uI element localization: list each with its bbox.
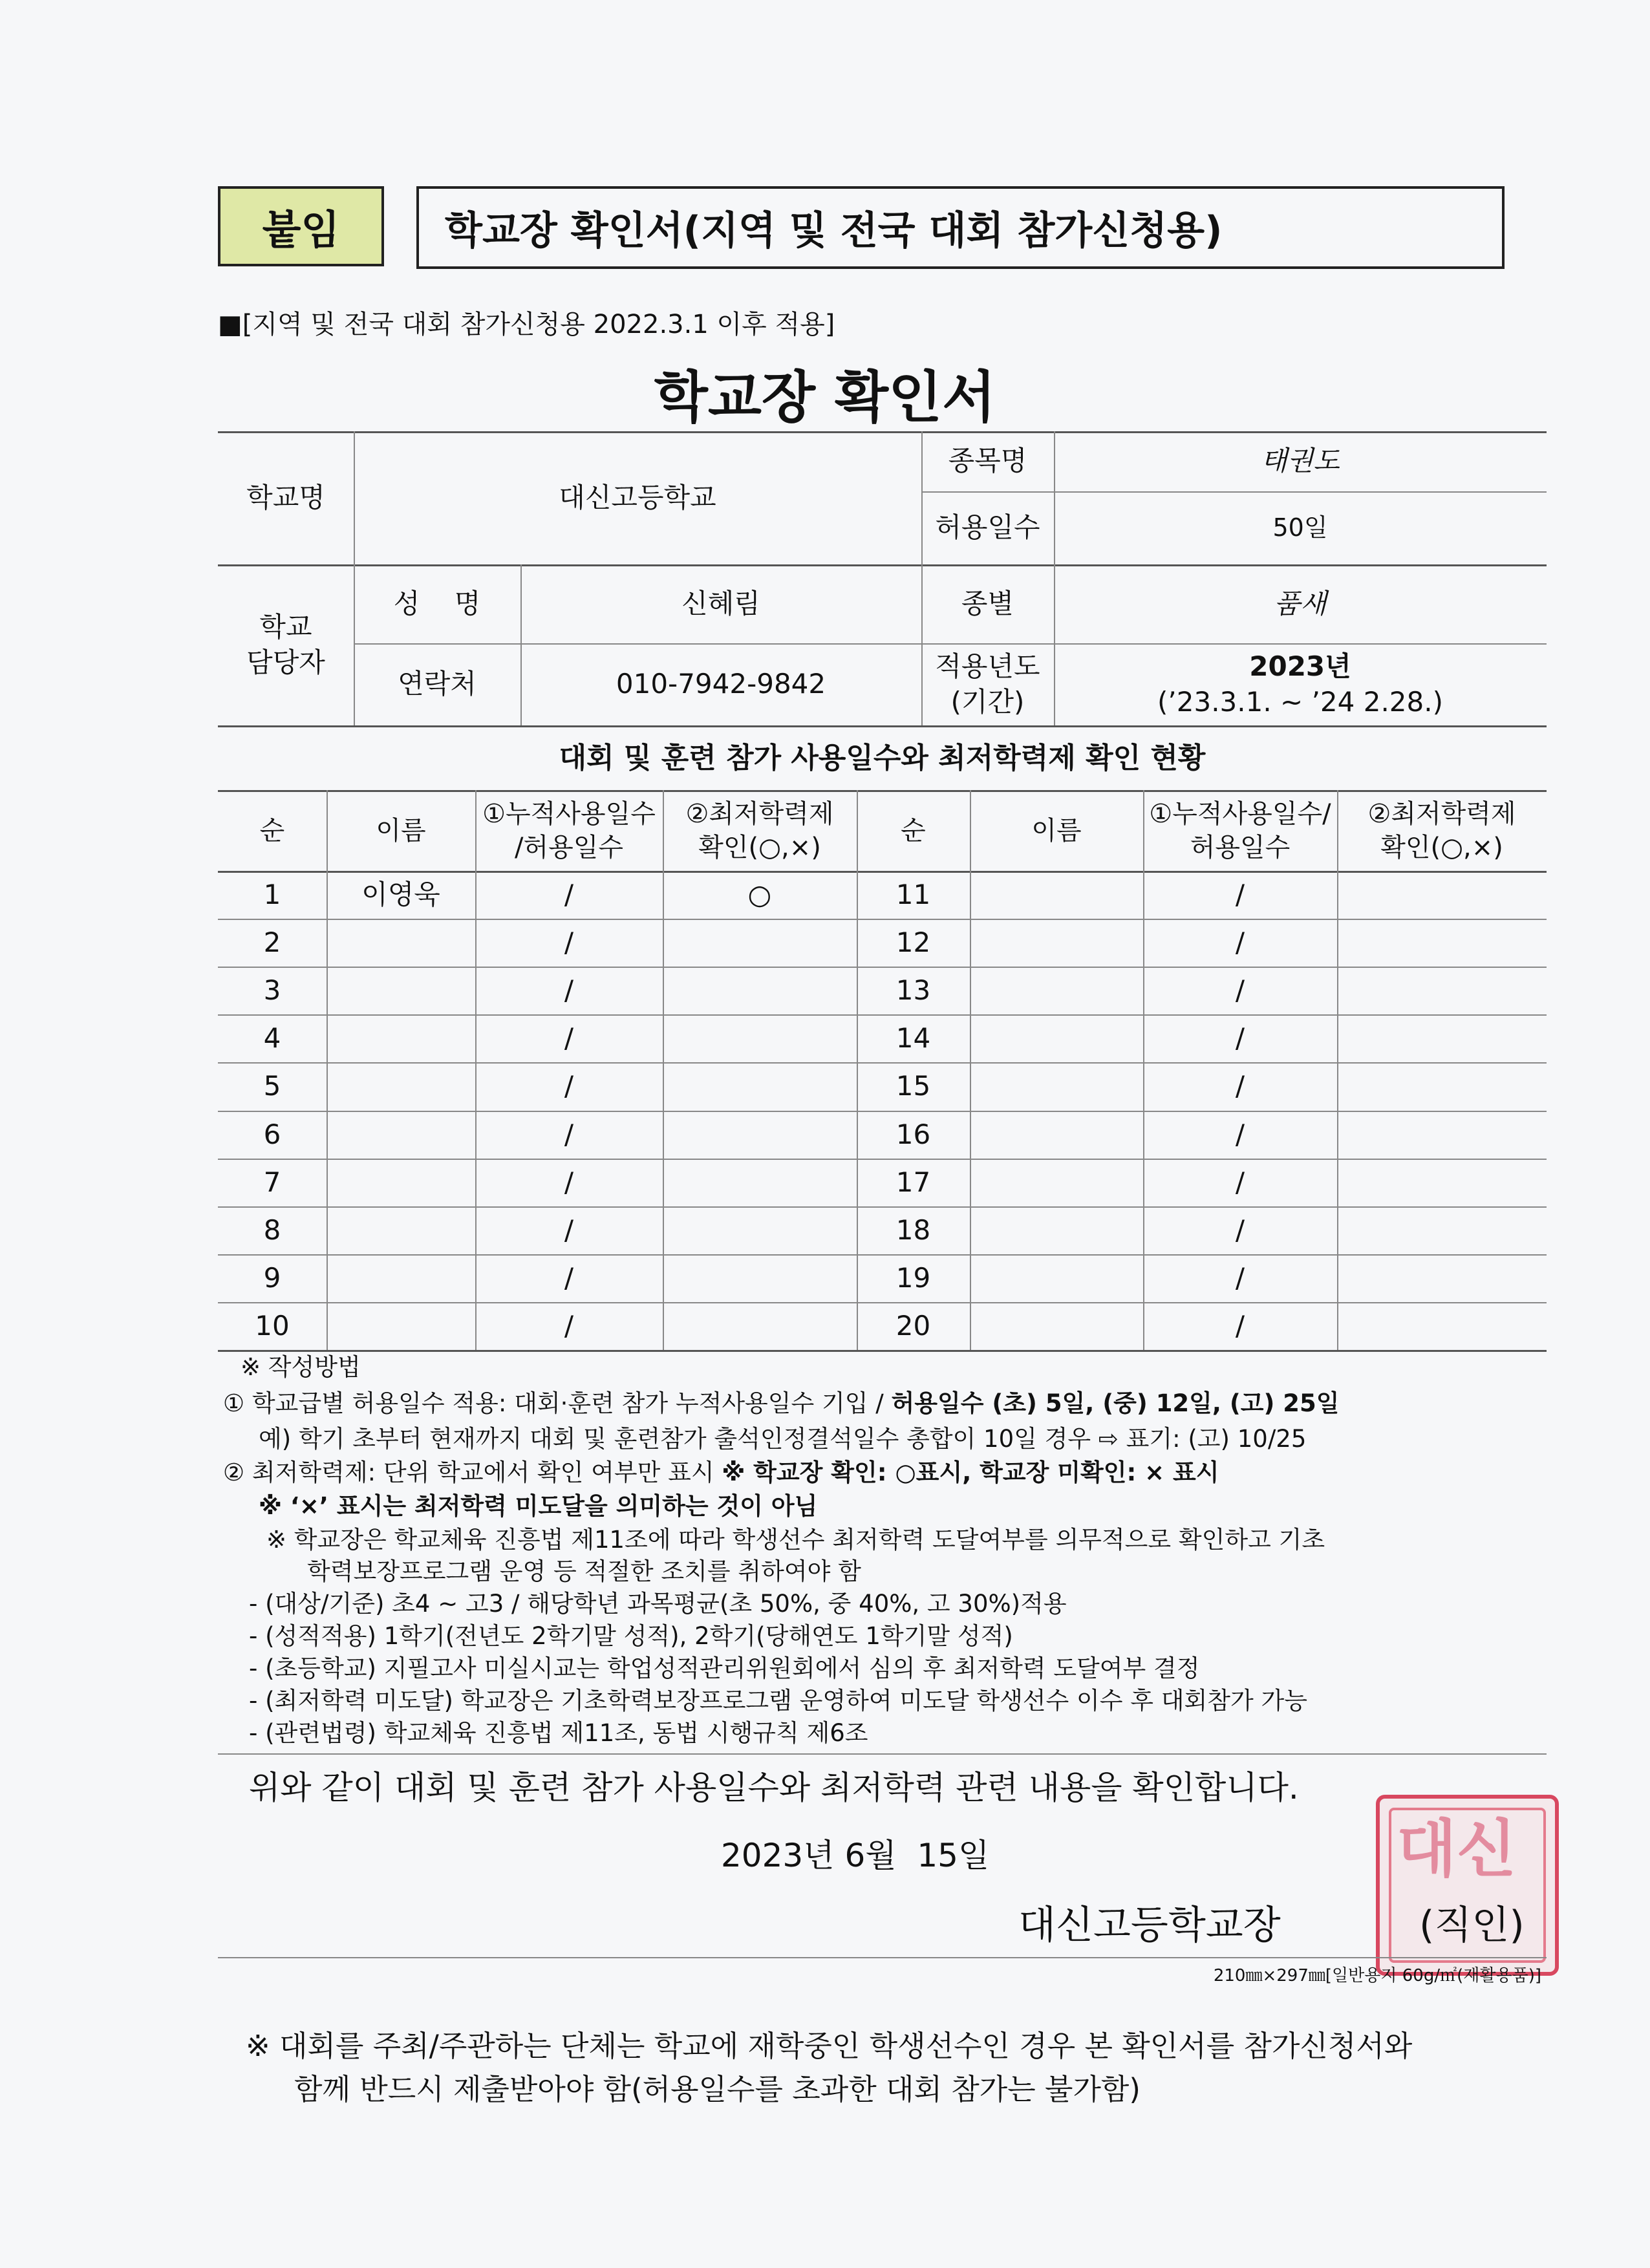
seal-label: (직인) xyxy=(1419,1903,1525,1948)
dash-5: - (관련법령) 학교체육 진흥법 제11조, 동법 시행규칙 제6조 xyxy=(249,1719,868,1747)
table-row-right-name xyxy=(970,871,1143,919)
instruction-item-2-text: ② 최저학력제: 단위 학교에서 확인 여부만 표시 xyxy=(223,1459,722,1486)
table-row-right-days: / xyxy=(1235,1118,1245,1150)
table-row-right-check xyxy=(1337,1014,1547,1062)
staff-name-value: 신혜림 xyxy=(681,587,760,619)
instruction-item-1-example: 예) 학기 초부터 현재까지 대회 및 훈련참가 출석인정결석일수 총합이 10일 경우 ⇨ 표기: (고) 10/25 xyxy=(259,1425,1307,1453)
table-row-right-name xyxy=(970,1254,1143,1302)
table-row-right-no: 12 xyxy=(895,926,931,958)
table-row-left-no: 6 xyxy=(263,1118,281,1150)
table-row-left-no: 5 xyxy=(263,1069,281,1102)
table-row-left-no: 1 xyxy=(263,878,281,910)
table-row-right-check xyxy=(1337,967,1547,1014)
contact-label: 연락처 xyxy=(398,668,477,700)
document-title: 학교장 확인서 xyxy=(654,365,996,430)
table-row-right-name xyxy=(970,967,1143,1014)
table-row-left-check xyxy=(663,1206,857,1254)
table-row-left-no: 4 xyxy=(263,1022,281,1054)
table-row-right-check xyxy=(1337,871,1547,919)
table-row-right-check xyxy=(1337,1302,1547,1350)
category-value: 품새 xyxy=(1274,587,1327,619)
year-label: 적용년도 (기간) xyxy=(935,650,1040,718)
table-row-left-name xyxy=(327,967,475,1014)
table-row-right-days: / xyxy=(1235,1069,1245,1102)
contact-value: 010-7942-9842 xyxy=(616,668,826,700)
table-row-right-days: / xyxy=(1235,878,1245,910)
table-row-left-days: / xyxy=(564,878,574,910)
footer-line-2: 함께 반드시 제출받아야 함(허용일수를 초과한 대회 참가는 불가함) xyxy=(294,2072,1141,2106)
table-row-left-name: 이영욱 xyxy=(361,878,440,910)
table-row-left-no: 7 xyxy=(263,1166,281,1198)
table-row-right-days: / xyxy=(1235,926,1245,958)
dash-1: - (대상/기준) 초4 ~ 고3 / 해당학년 과목평균(초 50%, 중 40%, 고 30%)적용 xyxy=(249,1590,1067,1618)
school-name-label: 학교명 xyxy=(246,481,325,513)
status-header-left-no: 순 xyxy=(259,815,285,846)
table-row-right-check xyxy=(1337,1062,1547,1110)
attachment-tag: 붙임 xyxy=(218,186,384,266)
apply-note: ■[지역 및 전국 대회 참가신청용 2022.3.1 이후 적용] xyxy=(218,310,835,339)
form-header-title: 학교장 확인서(지역 및 전국 대회 참가신청용) xyxy=(416,186,1505,269)
dash-4: - (최저학력 미도달) 학교장은 기초학력보장프로그램 운영하여 미도달 학생선수 이수 후 대회참가 가능 xyxy=(249,1687,1308,1715)
table-row-left-check: ○ xyxy=(747,878,772,910)
table-row-left-days: / xyxy=(564,1261,574,1294)
table-row-right-no: 15 xyxy=(895,1069,931,1102)
table-row-right-check xyxy=(1337,919,1547,967)
table-row-right-no: 18 xyxy=(895,1214,931,1246)
table-row-right-name xyxy=(970,1159,1143,1206)
table-row-right-check xyxy=(1337,1111,1547,1159)
table-row-left-name xyxy=(327,1111,475,1159)
table-row-left-name xyxy=(327,1206,475,1254)
school-name-value: 대신고등학교 xyxy=(559,481,716,513)
status-header-right-no: 순 xyxy=(901,815,926,846)
table-row-left-name xyxy=(327,1302,475,1350)
staff-name-label: 성 명 xyxy=(393,587,481,619)
year-value: 2023년 xyxy=(1249,650,1351,682)
table-row-left-days: / xyxy=(564,1069,574,1102)
instruction-item-1-text: ① 학교급별 허용일수 적용: 대회·훈련 참가 누적사용일수 기입 / xyxy=(223,1389,892,1417)
table-row-right-name xyxy=(970,1111,1143,1159)
table-row-left-no: 3 xyxy=(263,974,281,1006)
table-row-left-no: 8 xyxy=(263,1214,281,1246)
table-row-right-name xyxy=(970,919,1143,967)
paper-spec: 210㎜×297㎜[일반용지 60g/㎡(재활용품)] xyxy=(1213,1966,1541,1985)
table-row-left-days: / xyxy=(564,1309,574,1342)
status-header-right-name: 이름 xyxy=(1031,815,1082,846)
table-row-right-days: / xyxy=(1235,1022,1245,1054)
confirm-date: 2023년 6월 15일 xyxy=(721,1837,990,1874)
instruction-item-2 xyxy=(223,1457,1219,1489)
note-x-mark: ※ ‘×’ 표시는 최저학력 미도달을 의미하는 것이 아님 xyxy=(259,1492,818,1520)
footer-line-1: ※ 대회를 주최/주관하는 단체는 학교에 재학중인 학생선수인 경우 본 확인서를 참가신청서와 xyxy=(246,2029,1413,2063)
table-row-right-no: 16 xyxy=(895,1118,931,1150)
table-row-left-no: 10 xyxy=(255,1309,290,1342)
instructions-heading: ※ 작성방법 xyxy=(241,1353,361,1381)
allowed-days-label: 허용일수 xyxy=(935,511,1040,544)
table-row-left-check xyxy=(663,1014,857,1062)
year-cell xyxy=(1054,643,1547,725)
table-row-left-days: / xyxy=(564,1214,574,1246)
table-row-left-days: / xyxy=(564,926,574,958)
table-row-left-name xyxy=(327,1159,475,1206)
year-period: (’23.3.1. ~ ’24 2.28.) xyxy=(1157,685,1443,718)
status-header-right-days: ①누적사용일수/ 허용일수 xyxy=(1149,798,1331,862)
table-row-right-no: 20 xyxy=(895,1309,931,1342)
table-row-left-name xyxy=(327,1062,475,1110)
table-row-right-check xyxy=(1337,1206,1547,1254)
table-row-right-name xyxy=(970,1206,1143,1254)
table-row-left-check xyxy=(663,1254,857,1302)
table-row-right-name xyxy=(970,1302,1143,1350)
table-row-right-no: 13 xyxy=(895,974,931,1006)
allowed-days-value: 50일 xyxy=(1272,513,1328,542)
note-law-2: 학력보장프로그램 운영 등 적절한 조치를 취하여야 함 xyxy=(307,1557,861,1585)
table-row-left-name xyxy=(327,919,475,967)
table-row-right-days: / xyxy=(1235,1214,1245,1246)
table-row-left-name xyxy=(327,1014,475,1062)
table-row-left-check xyxy=(663,1062,857,1110)
status-header-right-check: ②최저학력제 확인(○,×) xyxy=(1367,798,1516,862)
event-label: 종목명 xyxy=(948,445,1027,477)
instruction-item-2-emphasis: ※ 학교장 확인: ○표시, 학교장 미확인: × 표시 xyxy=(722,1459,1219,1486)
table-row-left-no: 2 xyxy=(263,926,281,958)
table-row-right-days: / xyxy=(1235,1261,1245,1294)
status-header-left-name: 이름 xyxy=(376,815,426,846)
table-row-right-no: 19 xyxy=(895,1261,931,1294)
staff-label: 학교 담당자 xyxy=(246,610,325,678)
table-row-left-days: / xyxy=(564,974,574,1006)
table-row-left-days: / xyxy=(564,1118,574,1150)
table-row-left-no: 9 xyxy=(263,1261,281,1294)
table-row-right-name xyxy=(970,1014,1143,1062)
table-row-right-no: 11 xyxy=(895,878,931,910)
principal-name: 대신고등학교장 xyxy=(1018,1903,1281,1948)
table-row-left-name xyxy=(327,1254,475,1302)
table-row-right-days: / xyxy=(1235,1309,1245,1342)
table-row-left-check xyxy=(663,919,857,967)
instruction-item-1-emphasis: 허용일수 (초) 5일, (중) 12일, (고) 25일 xyxy=(891,1389,1340,1417)
dash-2: - (성적적용) 1학기(전년도 2학기말 성적), 2학기(당해연도 1학기말 성적) xyxy=(249,1622,1013,1650)
table-row-left-days: / xyxy=(564,1166,574,1198)
table-row-left-check xyxy=(663,1111,857,1159)
table-row-right-days: / xyxy=(1235,974,1245,1006)
table-row-right-no: 14 xyxy=(895,1022,931,1054)
seal-mark: 대신 xyxy=(1397,1813,1517,1885)
status-title: 대회 및 훈련 참가 사용일수와 최저학력제 확인 현황 xyxy=(559,742,1206,775)
confirm-statement: 위와 같이 대회 및 훈련 참가 사용일수와 최저학력 관련 내용을 확인합니다. xyxy=(249,1769,1299,1806)
dash-3: - (초등학교) 지필고사 미실시교는 학업성적관리위원회에서 심의 후 최저학력 도달여부 결정 xyxy=(249,1654,1200,1682)
note-law-1: ※ 학교장은 학교체육 진흥법 제11조에 따라 학생선수 최저학력 도달여부를 의무적으로 확인하고 기초 xyxy=(266,1526,1325,1554)
table-row-left-days: / xyxy=(564,1022,574,1054)
status-header-left-check: ②최저학력제 확인(○,×) xyxy=(685,798,834,862)
instruction-item-1 xyxy=(223,1387,1340,1420)
category-label: 종별 xyxy=(961,587,1014,619)
table-row-right-days: / xyxy=(1235,1166,1245,1198)
event-value: 태권도 xyxy=(1261,445,1340,477)
table-row-left-check xyxy=(663,967,857,1014)
table-row-right-check xyxy=(1337,1159,1547,1206)
table-row-right-name xyxy=(970,1062,1143,1110)
table-row-right-no: 17 xyxy=(895,1166,931,1198)
table-row-left-check xyxy=(663,1159,857,1206)
table-row-left-check xyxy=(663,1302,857,1350)
table-row-right-check xyxy=(1337,1254,1547,1302)
status-header-left-days: ①누적사용일수 /허용일수 xyxy=(482,798,656,862)
